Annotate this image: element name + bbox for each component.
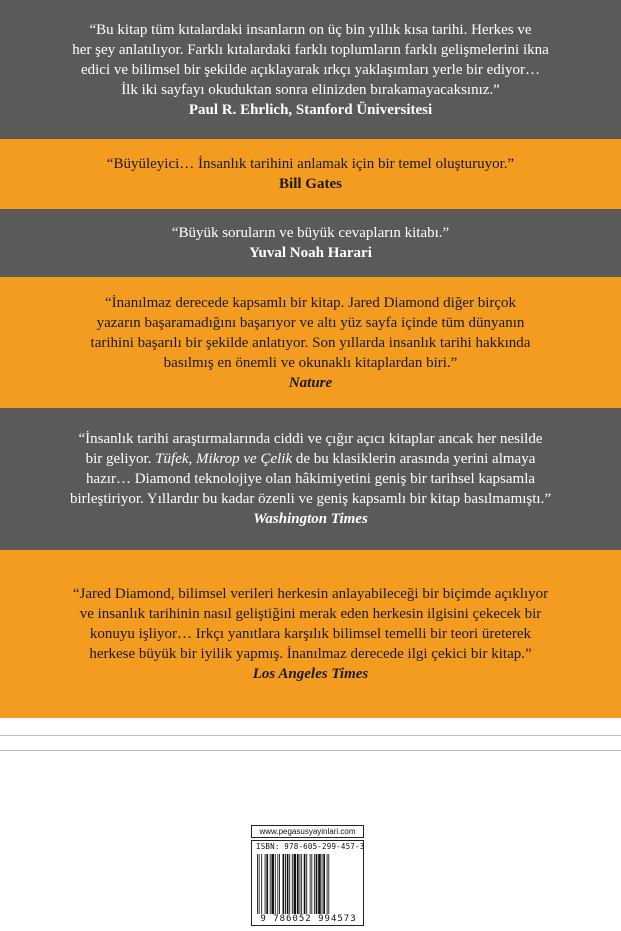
barcode-stripe xyxy=(304,854,306,914)
barcode-stripe xyxy=(266,854,268,914)
review-source: Paul R. Ehrlich, Stanford Üniversitesi xyxy=(188,101,433,118)
barcode-stripe xyxy=(306,854,307,914)
review-source: Yuval Noah Harari xyxy=(249,245,372,261)
review-line: her şey anlatılıyor. Farklı kıtalardaki farklı toplumların farklı gelişmelerini ikna xyxy=(72,41,549,58)
barcode-stripe xyxy=(314,854,315,914)
barcode-stripe xyxy=(300,854,301,914)
review-source: Nature xyxy=(288,374,333,391)
review-line: “Büyüleyici… İnsanlık tarihini anlamak için bir temel oluşturuyor.” xyxy=(106,156,515,172)
review-text: bir geliyor. xyxy=(85,451,156,467)
review-line: “İnsanlık tarihi araştırmalarında ciddi ve çığır açıcı kitaplar ancak her nesilde xyxy=(78,431,543,447)
review-source: Los Angeles Times xyxy=(252,666,369,682)
isbn-box xyxy=(251,840,364,926)
review-line xyxy=(86,449,536,469)
review-panel-la-times xyxy=(0,550,621,718)
barcode-stripe xyxy=(277,854,278,914)
review-source: Washington Times xyxy=(253,511,368,527)
isbn-number: ISBN: 978-605-299-457-3 xyxy=(256,842,365,851)
review-source: Bill Gates xyxy=(279,176,342,192)
barcode-stripe xyxy=(265,854,266,914)
barcode-stripe xyxy=(323,854,325,914)
review-panel-washington-times xyxy=(0,408,621,550)
review-line: yazarın başaramadığını başarıyor ve altı yüz sayfa içinde tüm dünyanın xyxy=(96,314,525,331)
barcode-stripe xyxy=(271,854,274,914)
barcode-stripe xyxy=(311,854,312,914)
review-line: basılmış en önemli ve okunaklı kitaplardan biri.” xyxy=(163,354,458,371)
review-line: konuyu işliyor… Irkçı yanıtlara karşılık bilimsel temelli bir teori üreterek xyxy=(89,626,532,642)
divider-line xyxy=(0,750,621,751)
review-line: edici ve bilimsel bir şekilde açıklayarak ırkçı yaklaşımları yerle bir ediyor… xyxy=(80,61,540,78)
review-line: “Jared Diamond, bilimsel verileri herkesin anlayabileceği bir biçimde açıklıyor xyxy=(72,586,549,602)
divider-line xyxy=(0,735,621,736)
review-line: hazır… Diamond teknolojiye olan hâkimiyetini geniş bir tarihsel kapsamla xyxy=(85,471,536,487)
review-line: herkese büyük bir iyilik yapmış. İnanılmaz derecede ilgi çekici bir kitap.” xyxy=(89,646,532,662)
review-panel-harari xyxy=(0,209,621,277)
review-panel-ehrlich xyxy=(0,0,621,139)
review-line: İlk iki sayfayı okuduktan sonra elinizden bırakamayacaksınız.” xyxy=(121,81,500,98)
publisher-url: www.pegasusyayinlari.com xyxy=(251,825,364,838)
review-line: birleştiriyor. Yıllardır bu kadar özenli ve geniş kapsamlı bir kitap basılmamıştı.” xyxy=(70,491,551,507)
barcode-stripe xyxy=(292,854,293,914)
review-text: de bu klasiklerin arasında yerini almaya xyxy=(292,451,536,467)
review-line: “Büyük soruların ve büyük cevapların kitabı.” xyxy=(171,225,450,241)
barcode-stripe xyxy=(328,854,329,914)
barcode-stripe xyxy=(318,854,321,914)
barcode-stripe xyxy=(259,854,260,914)
barcode-stripe xyxy=(287,854,289,914)
review-line: tarihini başarılı bir şekilde anlatıyor. Son yıllarda insanlık tarihi hakkında xyxy=(90,334,531,351)
barcode-stripe xyxy=(270,854,271,914)
barcode-stripe xyxy=(285,854,286,914)
review-line: “Bu kitap tüm kıtalardaki insanların on üç bin yıllık kısa tarihi. Herkes ve xyxy=(89,21,532,38)
barcode-stripe xyxy=(301,854,302,914)
ean-digits: 9 786052 994573 xyxy=(260,914,357,924)
barcode-icon xyxy=(256,854,361,914)
barcode-stripe xyxy=(316,854,318,914)
review-line: ve insanlık tarihinin nasıl geliştiğini merak eden herkesin ilgisini çekecek bir xyxy=(79,606,542,622)
barcode-block xyxy=(251,825,364,926)
barcode-stripe xyxy=(294,854,297,914)
barcode-stripe xyxy=(283,854,285,914)
barcode-stripe xyxy=(261,854,262,914)
barcode-stripe xyxy=(289,854,290,914)
barcode-stripe xyxy=(297,854,299,914)
barcode-stripe xyxy=(279,854,280,914)
book-title: Tüfek, Mikrop ve Çelik xyxy=(155,451,293,467)
review-panel-nature xyxy=(0,277,621,408)
barcode-stripe xyxy=(257,854,258,914)
barcode-stripe xyxy=(327,854,328,914)
review-line: “İnanılmaz derecede kapsamlı bir kitap. Jared Diamond diğer birçok xyxy=(104,294,517,311)
barcode-stripe xyxy=(275,854,276,914)
review-panel-gates xyxy=(0,139,621,209)
barcode-stripe xyxy=(322,854,323,914)
barcode-stripe xyxy=(310,854,311,914)
